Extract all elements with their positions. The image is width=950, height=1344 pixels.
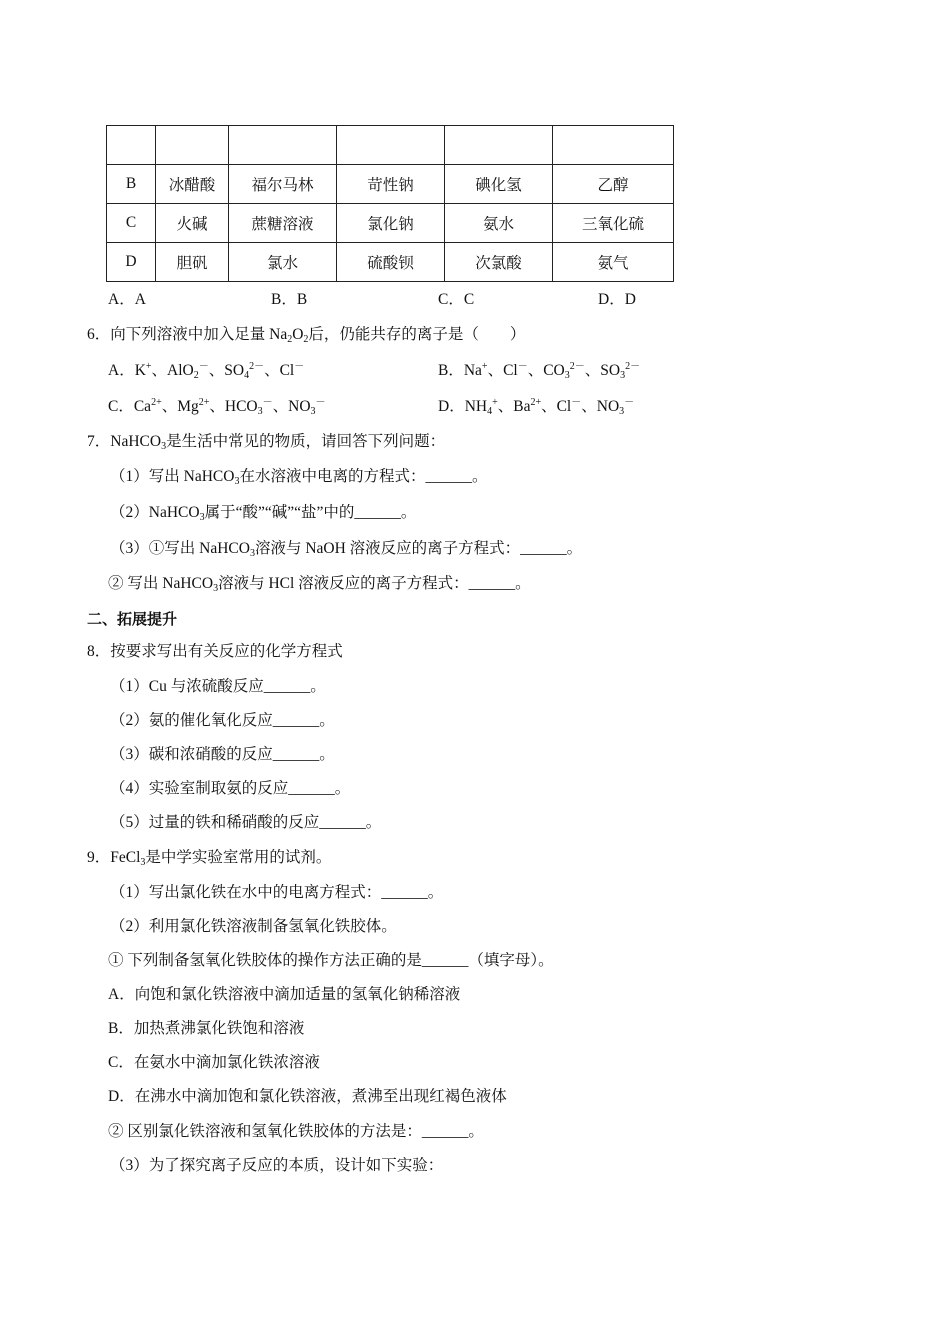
q9-part-1: （1）写出氯化铁在水中的电离方程式：______。 [110,884,444,901]
table-cell [229,126,337,165]
q6-option-a: A．K+、AlO$_2$－、$SO_4^{2-}$、Cl－ [108,361,305,381]
q9-part-2: （2）利用氯化铁溶液制备氢氧化铁胶体。 [110,918,397,935]
q7-part-1: （1）写出 NaHCO$_3$在水溶液中电离的方程式：______。 [110,468,488,487]
table-cell: 次氯酸 [445,243,553,282]
table-cell: C [107,204,156,243]
q6-option-d: D．$NH_4^+$、$Ba^{2+}$、Cl－、$NO_3^-$ [438,397,635,417]
table-cell: 氯水 [229,243,337,282]
q5-option-a: A．A [108,291,146,308]
q8-item: （5）过量的铁和稀硝酸的反应______。 [110,814,382,831]
table-cell: 氨水 [445,204,553,243]
table-cell: 火碱 [156,204,229,243]
table-cell: 碘化氢 [445,165,553,204]
table-row [107,126,674,165]
q9-option-b: B．加热煮沸氯化铁饱和溶液 [108,1020,305,1037]
q5-option-b: B．B [271,291,308,308]
table-cell [445,126,553,165]
q6-stem: 6．向下列溶液中加入足量 $Na_2O_2$后，仍能共存的离子是（ ） [87,326,526,345]
table-row [107,204,674,243]
table-cell: 冰醋酸 [156,165,229,204]
table-cell: 苛性钠 [337,165,445,204]
q9-option-d: D．在沸水中滴加饱和氯化铁溶液，煮沸至出现红褐色液体 [108,1088,507,1105]
table-cell: 乙醇 [553,165,674,204]
q8-stem: 8．按要求写出有关反应的化学方程式 [87,643,343,660]
q8-item: （1）Cu 与浓硫酸反应______。 [110,678,326,695]
table-cell: 硫酸钡 [337,243,445,282]
question-5-table [106,125,674,282]
table-cell [107,126,156,165]
table-cell: 福尔马林 [229,165,337,204]
q9-option-c: C．在氨水中滴加氯化铁浓溶液 [108,1054,320,1071]
q8-item: （4）实验室制取氨的反应______。 [110,780,351,797]
section-title: 二、拓展提升 [87,610,178,628]
q7-stem: 7．NaHCO$_3$是生活中常见的物质，请回答下列问题： [87,433,446,452]
table-cell: 蔗糖溶液 [229,204,337,243]
q9-part-3: （3）为了探究离子反应的本质，设计如下实验： [110,1157,444,1174]
q5-option-c: C．C [438,291,475,308]
q6-option-c: C．$Ca^{2+}$、$Mg^{2+}$、$HCO_3^-$、$NO_3^-$ [108,397,326,417]
q9-option-a: A．向饱和氯化铁溶液中滴加适量的氢氧化钠稀溶液 [108,986,461,1003]
table-cell [553,126,674,165]
q7-part-2: （2）NaHCO$_3$属于“酸”“碱”“盐”中的______。 [110,504,417,523]
q9-part-2-2: ② 区别氯化铁溶液和氢氧化铁胶体的方法是：______。 [108,1123,484,1140]
q9-stem: 9．FeCl$_3$是中学实验室常用的试剂。 [87,849,332,868]
q6-option-b: B．Na+、Cl－、$CO_3^{2-}$、$SO_3^{2-}$ [438,361,641,381]
table-row [107,165,674,204]
table-row [107,243,674,282]
table-cell [337,126,445,165]
q7-part-3-2: ② 写出 NaHCO$_3$溶液与 HCl 溶液反应的离子方程式：______。 [108,575,531,594]
table-cell: 氨气 [553,243,674,282]
table-cell: D [107,243,156,282]
q8-item: （2）氨的催化氧化反应______。 [110,712,335,729]
q7-part-3: （3）①写出 NaHCO$_3$溶液与 NaOH 溶液反应的离子方程式：______。 [110,540,583,559]
q9-part-2-1: ① 下列制备氢氧化铁胶体的操作方法正确的是______（填字母）。 [108,952,554,969]
table-cell: B [107,165,156,204]
q8-item: （3）碳和浓硝酸的反应______。 [110,746,335,763]
table-cell [156,126,229,165]
table-cell: 三氧化硫 [553,204,674,243]
q5-option-d: D．D [598,291,636,308]
table-cell: 胆矾 [156,243,229,282]
table-cell: 氯化钠 [337,204,445,243]
